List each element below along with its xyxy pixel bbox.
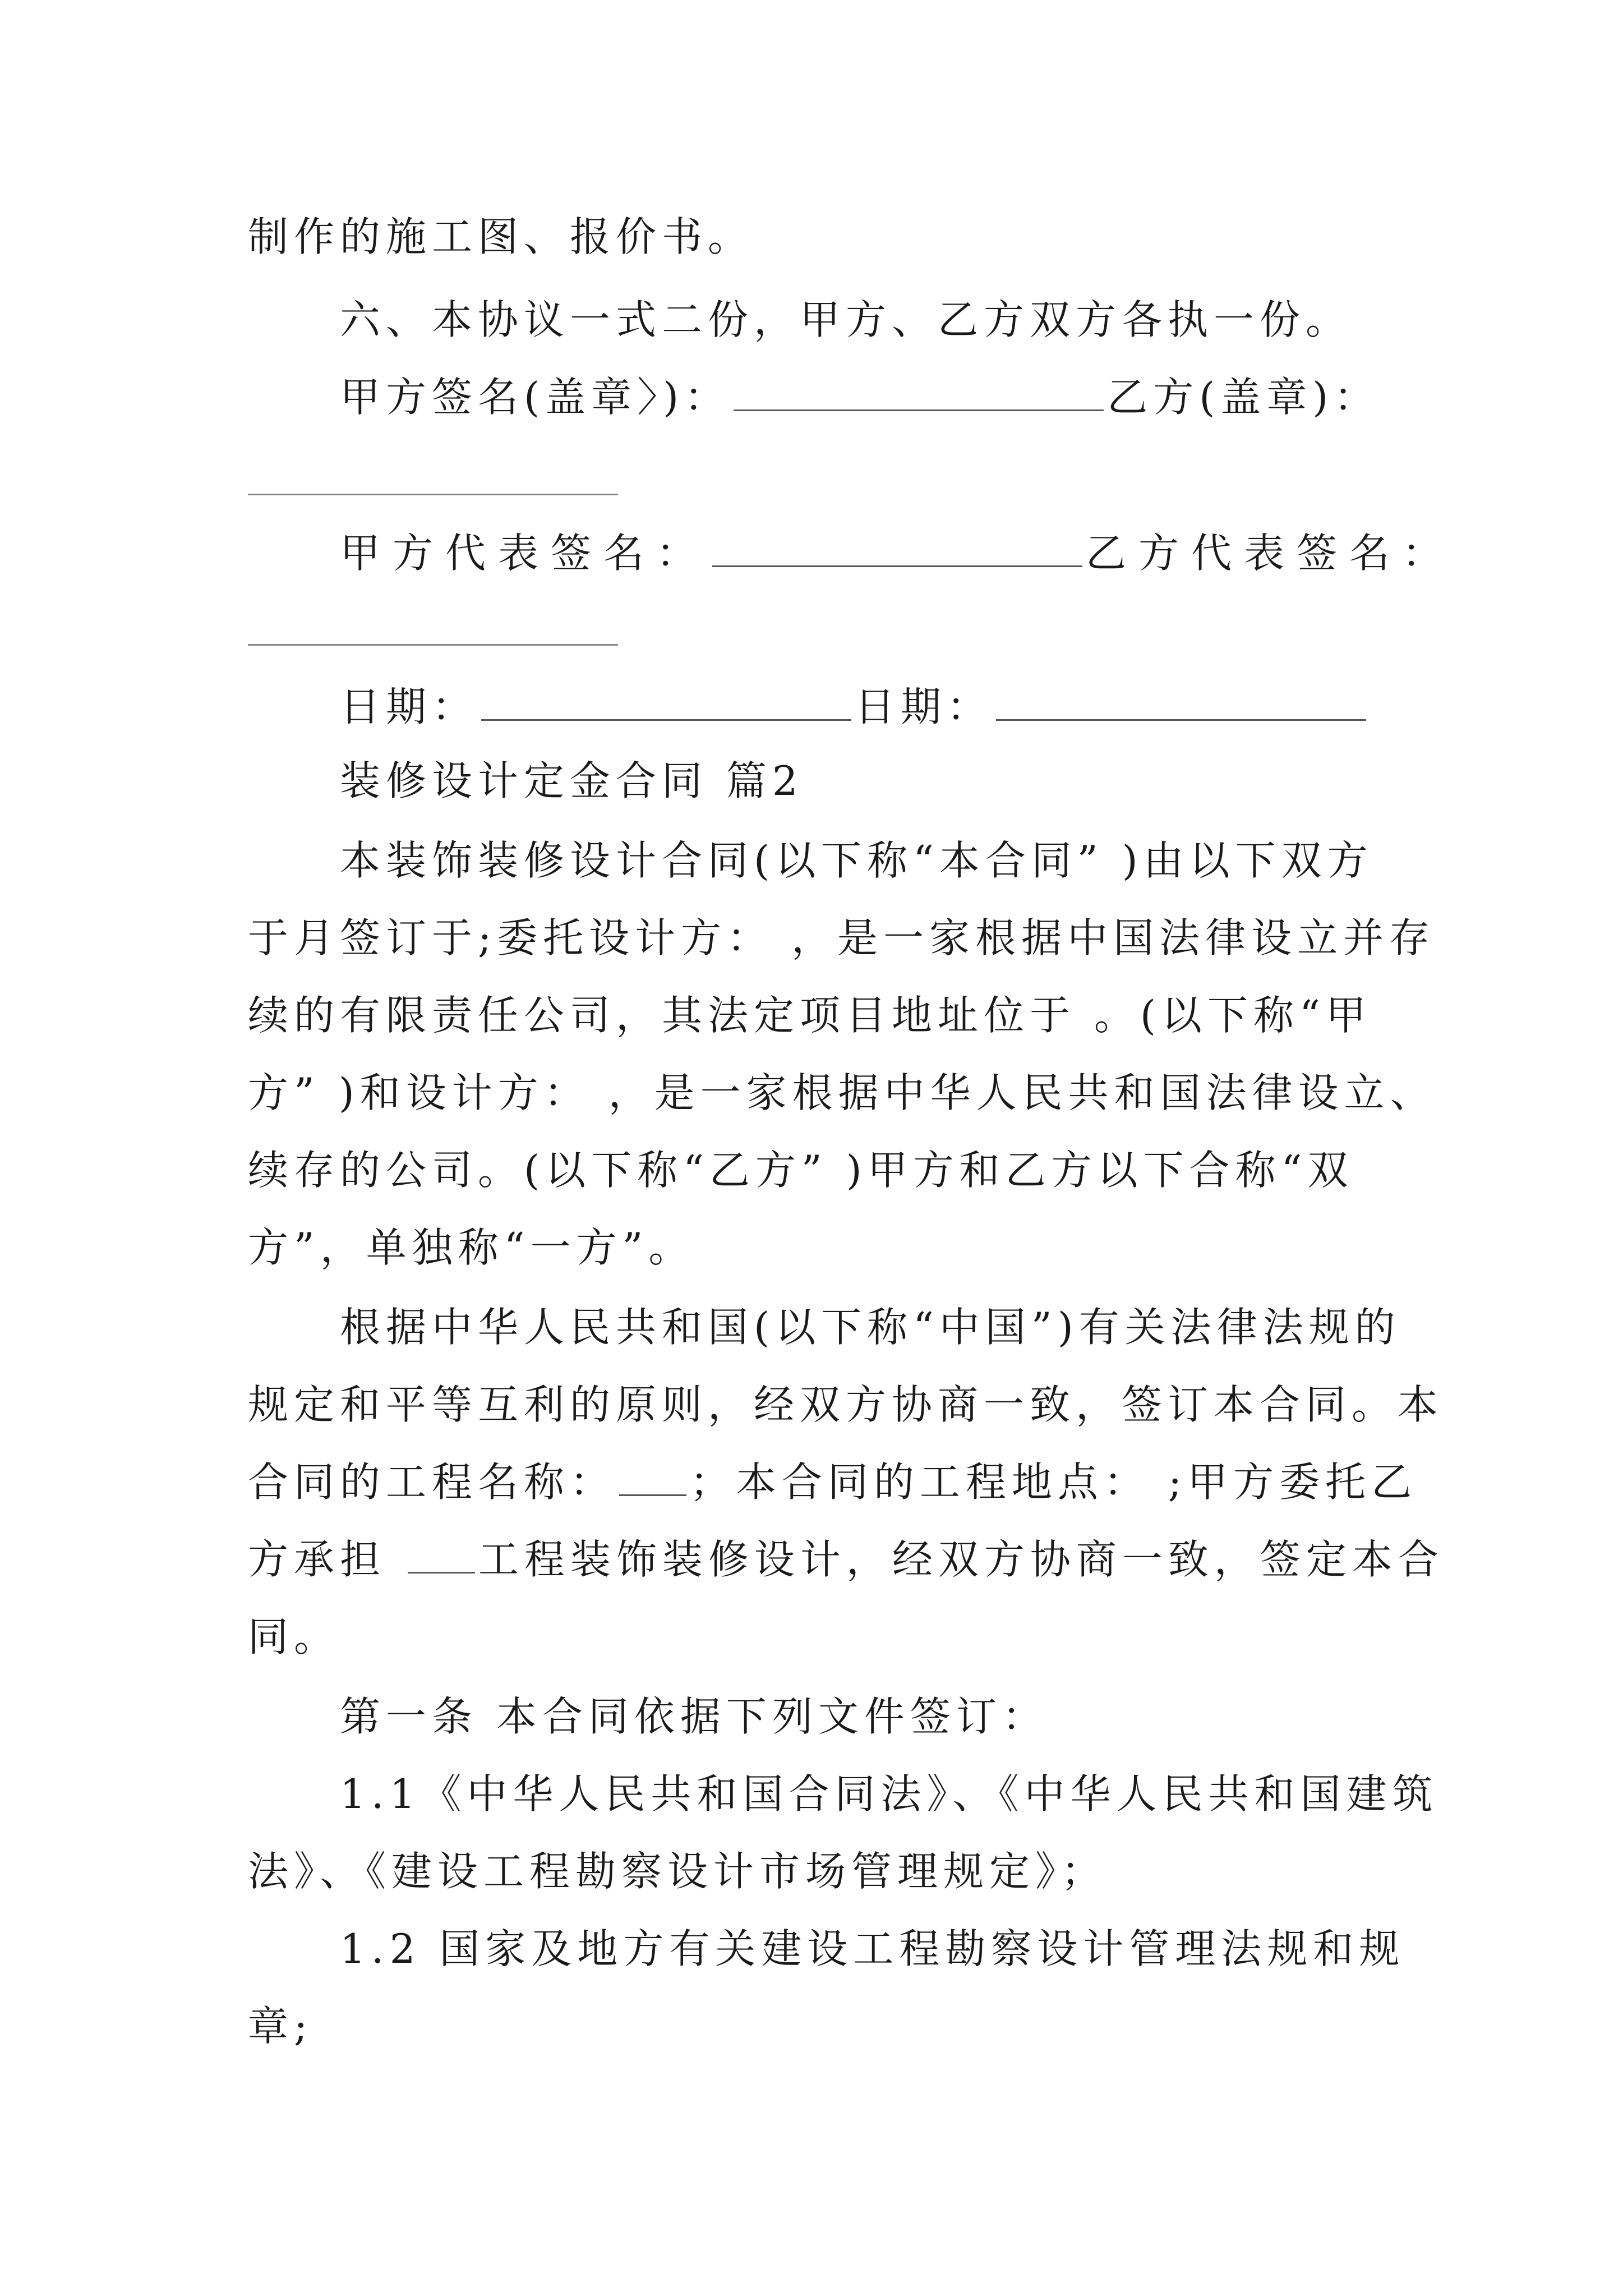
text-line: 1.1《中华人民共和国合同法》、《中华人民共和国建筑 bbox=[340, 1770, 1438, 1818]
signature-line-party-a bbox=[340, 369, 1380, 425]
text-line: 本装饰装修设计合同(以下称“本合同” )由以下双方 bbox=[340, 837, 1373, 884]
article-heading: 第一条 本合同依据下列文件签订： bbox=[340, 1693, 1048, 1740]
representative-signature-line bbox=[340, 525, 1455, 581]
text-line: 制作的施工图、报价书。 bbox=[248, 213, 754, 260]
text-segment: 工程装饰装修设计，经双方协商一致，签定本合 bbox=[478, 1536, 1444, 1583]
text-line: 同。 bbox=[248, 1613, 340, 1660]
date-blank bbox=[996, 679, 1366, 721]
date-label-b: 日期： bbox=[855, 683, 993, 730]
text-line: 续存的公司。(以下称“乙方” )甲方和乙方以下合称“双 bbox=[248, 1147, 1354, 1194]
text-line: 方”，单独称“一方”。 bbox=[248, 1224, 695, 1271]
party-a-representative-label: 甲方代表签名： bbox=[340, 530, 709, 577]
party-a-signature-label: 甲方签名(盖章〉)： bbox=[340, 374, 731, 421]
date-label-a: 日期： bbox=[340, 683, 478, 730]
date-line bbox=[340, 679, 1370, 735]
text-segment: 方承担 bbox=[248, 1536, 404, 1583]
text-line: 于月签订于;委托设计方： ，是一家根据中国法律设立并存 bbox=[248, 914, 1436, 961]
section-heading: 装修设计定金合同 篇2 bbox=[340, 757, 804, 804]
project-name-blank bbox=[619, 1454, 686, 1496]
text-line: 规定和平等互利的原则，经双方协商一致，签订本合同。本 bbox=[248, 1381, 1444, 1428]
project-name-label: 合同的工程名称： bbox=[248, 1458, 616, 1506]
signature-blank bbox=[712, 525, 1082, 567]
text-segment: ；本合同的工程地点： ;甲方委托乙 bbox=[690, 1458, 1418, 1506]
text-line bbox=[248, 1454, 1417, 1510]
signature-blank-continued bbox=[248, 494, 618, 495]
project-blank bbox=[408, 1531, 475, 1573]
text-line bbox=[248, 1531, 1444, 1588]
text-line: 六、本协议一式二份，甲方、乙方双方各执一份。 bbox=[340, 296, 1352, 343]
signature-blank-continued bbox=[248, 644, 618, 646]
text-line: 根据中华人民共和国(以下称“中国”)有关法律法规的 bbox=[340, 1304, 1401, 1351]
text-line: 续的有限责任公司，其法定项目地址位于 。(以下称“甲 bbox=[248, 992, 1372, 1039]
text-line: 章; bbox=[248, 2003, 313, 2050]
date-blank bbox=[481, 679, 851, 721]
party-b-representative-label: 乙方代表签名： bbox=[1086, 530, 1455, 577]
text-line: 法》、《建设工程勘察设计市场管理规定》； bbox=[248, 1848, 1108, 1895]
text-line: 1.2 国家及地方有关建设工程勘察设计管理法规和规 bbox=[340, 1925, 1405, 1972]
signature-blank bbox=[734, 369, 1104, 411]
text-line: 方” )和设计方： ，是一家根据中华人民共和国法律设立、 bbox=[248, 1069, 1436, 1116]
party-b-seal-label: 乙方(盖章)： bbox=[1107, 374, 1380, 421]
